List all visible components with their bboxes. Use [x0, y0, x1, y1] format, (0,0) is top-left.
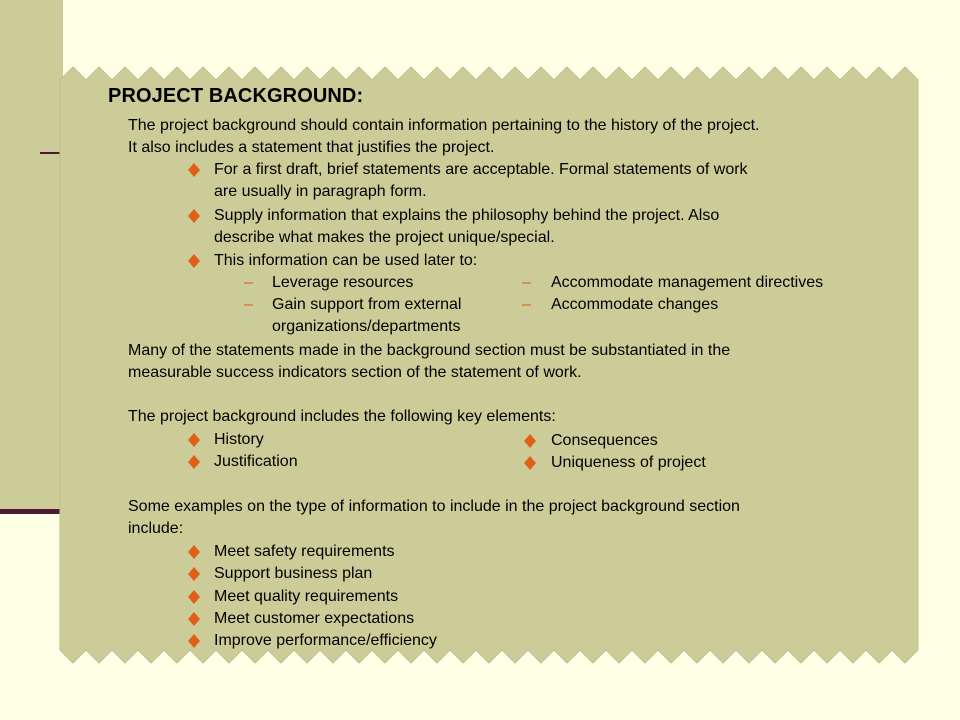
bullet-line: This information can be used later to: [214, 252, 478, 269]
diamond-icon [188, 254, 200, 268]
dash-icon: – [244, 274, 253, 291]
diamond-icon [188, 433, 200, 447]
page-title: PROJECT BACKGROUND: [108, 85, 364, 107]
diamond-icon [188, 612, 200, 626]
paragraph-line: The project background includes the following key elements: [128, 408, 556, 425]
bullet-line: describe what makes the project unique/special. [214, 229, 555, 246]
key-element: Justification [214, 453, 298, 470]
example-item: Improve performance/efficiency [214, 632, 437, 649]
paragraph-line: include: [128, 520, 184, 537]
dash-icon: – [522, 296, 531, 313]
diamond-icon [188, 590, 200, 604]
example-item: Meet quality requirements [214, 588, 399, 605]
bullet-line: are usually in paragraph form. [214, 183, 427, 200]
dash-icon: – [522, 274, 531, 291]
paragraph-line: measurable success indicators section of the statement of work. [128, 364, 582, 381]
sub-bullet-line: Accommodate changes [551, 296, 719, 313]
key-element: History [214, 431, 264, 448]
intro-line-1: The project background should contain information pertaining to the history of the project. [128, 117, 760, 134]
sub-bullet-line: organizations/departments [272, 318, 461, 335]
sub-bullet-line: Leverage resources [272, 274, 414, 291]
paragraph-line: Many of the statements made in the background section must be substantiated in the [128, 342, 731, 359]
diamond-icon [188, 455, 200, 469]
diamond-icon [188, 163, 200, 177]
example-item: Support business plan [214, 565, 373, 582]
diamond-icon [188, 567, 200, 581]
example-item: Meet customer expectations [214, 610, 415, 627]
paragraph-line: Some examples on the type of information to include in the project background section [128, 498, 740, 515]
diamond-icon [524, 434, 536, 448]
diamond-icon [188, 209, 200, 223]
example-item: Meet safety requirements [214, 543, 395, 560]
sub-bullet-line: Gain support from external [272, 296, 462, 313]
diamond-icon [524, 456, 536, 470]
key-element: Uniqueness of project [551, 454, 706, 471]
dash-icon: – [244, 296, 253, 313]
intro-line-2: It also includes a statement that justifies the project. [128, 139, 495, 156]
bullet-line: Supply information that explains the philosophy behind the project. Also [214, 207, 720, 224]
diamond-icon [188, 545, 200, 559]
diamond-icon [188, 634, 200, 648]
key-element: Consequences [551, 432, 658, 449]
bullet-line: For a first draft, brief statements are acceptable. Formal statements of work [214, 161, 748, 178]
sub-bullet-line: Accommodate management directives [551, 274, 824, 291]
